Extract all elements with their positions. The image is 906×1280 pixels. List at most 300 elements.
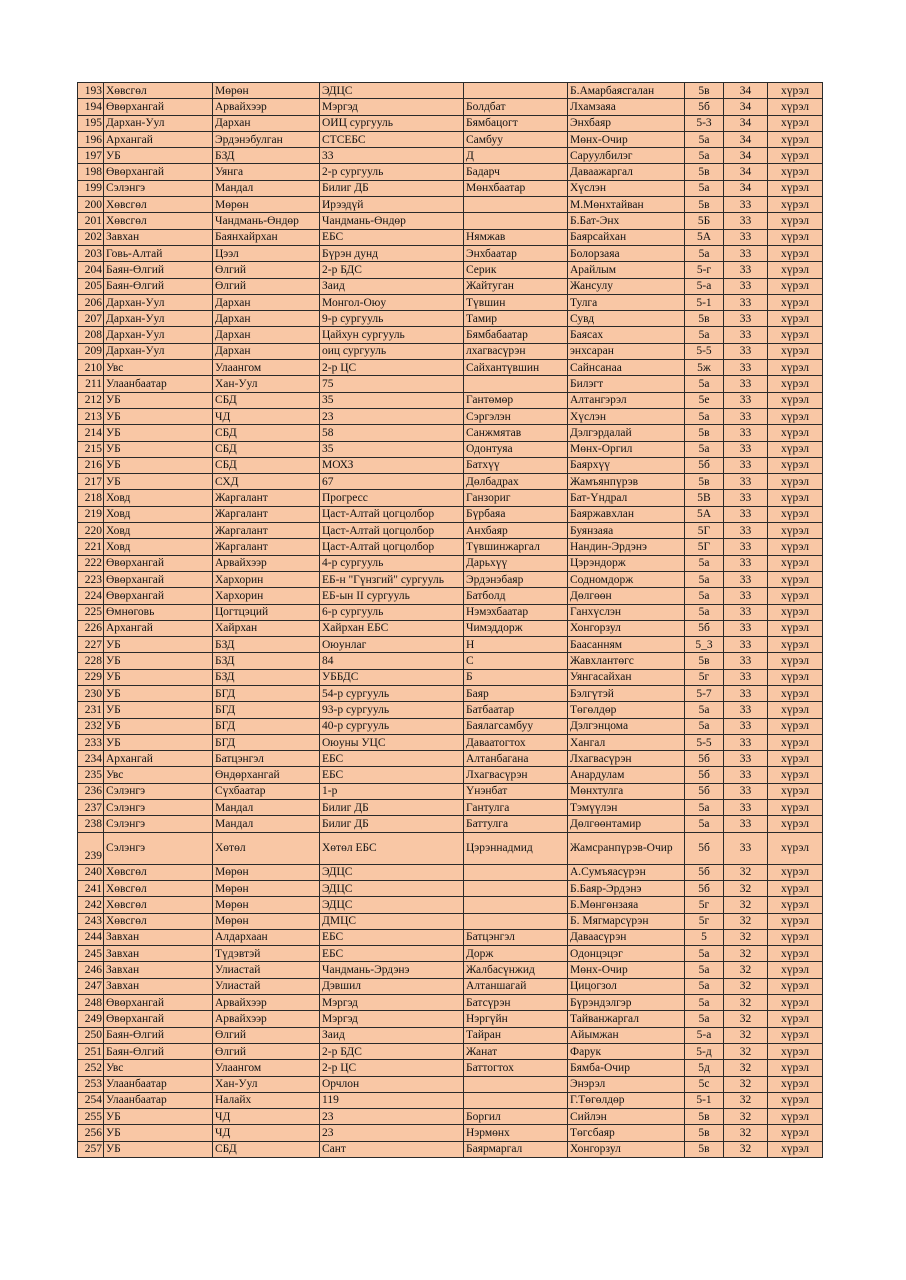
- teacher-cell: [464, 897, 568, 913]
- row-number-cell: 247: [78, 978, 104, 994]
- class-cell: 5в: [685, 1141, 724, 1157]
- class-cell: 5А: [685, 506, 724, 522]
- province-cell: Өвөрхангай: [104, 164, 213, 180]
- school-cell: 9-р сургууль: [320, 311, 464, 327]
- teacher-cell: [464, 1092, 568, 1108]
- teacher-cell: Жанат: [464, 1043, 568, 1059]
- school-cell: 58: [320, 425, 464, 441]
- district-cell: Хархорин: [213, 571, 320, 587]
- teacher-cell: [464, 197, 568, 213]
- school-cell: 35: [320, 392, 464, 408]
- district-cell: Дархан: [213, 115, 320, 131]
- table-row: [78, 506, 823, 522]
- district-cell: Алдархаан: [213, 929, 320, 945]
- table-row: [78, 832, 823, 864]
- teacher-cell: Тайран: [464, 1027, 568, 1043]
- medal-cell: хүрэл: [768, 1125, 823, 1141]
- school-cell: Хайрхан ЕБС: [320, 620, 464, 636]
- student-cell: Даваажаргал: [568, 164, 685, 180]
- school-cell: Цаст-Алтай цогцолбор: [320, 506, 464, 522]
- teacher-cell: Алтанбагана: [464, 751, 568, 767]
- teacher-cell: Ганзориг: [464, 490, 568, 506]
- student-cell: Хүслэн: [568, 408, 685, 424]
- district-cell: Мандал: [213, 180, 320, 196]
- row-number-cell: 204: [78, 262, 104, 278]
- table-row: [78, 637, 823, 653]
- class-cell: 5в: [685, 653, 724, 669]
- score-cell: 33: [724, 490, 768, 506]
- province-cell: Өвөрхангай: [104, 1011, 213, 1027]
- row-number-cell: 199: [78, 180, 104, 196]
- table-row: [78, 539, 823, 555]
- class-cell: 5а: [685, 376, 724, 392]
- table-row: [78, 962, 823, 978]
- score-cell: 33: [724, 360, 768, 376]
- province-cell: Өмнөговь: [104, 604, 213, 620]
- student-cell: Мөнх-Оргил: [568, 441, 685, 457]
- student-cell: Цицогзол: [568, 978, 685, 994]
- province-cell: Хөвсгөл: [104, 213, 213, 229]
- student-cell: Энэрэл: [568, 1076, 685, 1092]
- score-cell: 32: [724, 1043, 768, 1059]
- class-cell: 5б: [685, 99, 724, 115]
- table-row: [78, 278, 823, 294]
- district-cell: Мандал: [213, 800, 320, 816]
- district-cell: Өлгий: [213, 262, 320, 278]
- row-number-cell: 203: [78, 245, 104, 261]
- medal-cell: хүрэл: [768, 816, 823, 832]
- class-cell: 5-а: [685, 1027, 724, 1043]
- row-number-cell: 253: [78, 1076, 104, 1092]
- student-cell: Лхамзаяа: [568, 99, 685, 115]
- province-cell: Дархан-Уул: [104, 294, 213, 310]
- district-cell: СБД: [213, 1141, 320, 1157]
- school-cell: 75: [320, 376, 464, 392]
- district-cell: Хөтөл: [213, 832, 320, 864]
- medal-cell: хүрэл: [768, 653, 823, 669]
- district-cell: Арвайхээр: [213, 995, 320, 1011]
- medal-cell: хүрэл: [768, 1043, 823, 1059]
- table-row: [78, 718, 823, 734]
- class-cell: 5-5: [685, 343, 724, 359]
- class-cell: 5-5: [685, 734, 724, 750]
- teacher-cell: Батболд: [464, 588, 568, 604]
- score-cell: 33: [724, 392, 768, 408]
- row-number-cell: 221: [78, 539, 104, 555]
- district-cell: Сүхбаатар: [213, 783, 320, 799]
- province-cell: Сэлэнгэ: [104, 783, 213, 799]
- province-cell: Ховд: [104, 523, 213, 539]
- district-cell: Улиастай: [213, 962, 320, 978]
- province-cell: Дархан-Уул: [104, 115, 213, 131]
- table-row: [78, 1109, 823, 1125]
- province-cell: УБ: [104, 1141, 213, 1157]
- class-cell: 5Г: [685, 539, 724, 555]
- row-number-cell: 223: [78, 571, 104, 587]
- school-cell: 23: [320, 1125, 464, 1141]
- teacher-cell: Сайхантүвшин: [464, 360, 568, 376]
- medal-cell: хүрэл: [768, 718, 823, 734]
- table-row: [78, 115, 823, 131]
- class-cell: 5а: [685, 702, 724, 718]
- student-cell: Хонгорзул: [568, 1141, 685, 1157]
- province-cell: УБ: [104, 441, 213, 457]
- medal-cell: хүрэл: [768, 946, 823, 962]
- teacher-cell: Мөнхбаатар: [464, 180, 568, 196]
- score-cell: 33: [724, 555, 768, 571]
- student-cell: Г.Төгөлдөр: [568, 1092, 685, 1108]
- score-cell: 33: [724, 376, 768, 392]
- medal-cell: хүрэл: [768, 734, 823, 750]
- score-cell: 33: [724, 343, 768, 359]
- school-cell: Орчлон: [320, 1076, 464, 1092]
- school-cell: ЕБС: [320, 946, 464, 962]
- class-cell: 5в: [685, 164, 724, 180]
- province-cell: Завхан: [104, 929, 213, 945]
- province-cell: Говь-Алтай: [104, 245, 213, 261]
- class-cell: 5-7: [685, 685, 724, 701]
- medal-cell: хүрэл: [768, 864, 823, 880]
- district-cell: Эрдэнэбулган: [213, 131, 320, 147]
- student-cell: Бат-Үндрал: [568, 490, 685, 506]
- row-number-cell: 230: [78, 685, 104, 701]
- table-row: [78, 490, 823, 506]
- class-cell: 5в: [685, 1125, 724, 1141]
- student-cell: Баясах: [568, 327, 685, 343]
- school-cell: ЕБС: [320, 751, 464, 767]
- score-cell: 33: [724, 262, 768, 278]
- district-cell: Баянхайрхан: [213, 229, 320, 245]
- school-cell: Мэргэд: [320, 995, 464, 1011]
- province-cell: УБ: [104, 1125, 213, 1141]
- teacher-cell: Н: [464, 637, 568, 653]
- score-cell: 32: [724, 995, 768, 1011]
- row-number-cell: 255: [78, 1109, 104, 1125]
- row-number-cell: 218: [78, 490, 104, 506]
- table-row: [78, 376, 823, 392]
- district-cell: Мөрөн: [213, 83, 320, 99]
- class-cell: 5Б: [685, 213, 724, 229]
- class-cell: 5а: [685, 327, 724, 343]
- class-cell: 5в: [685, 1109, 724, 1125]
- medal-cell: хүрэл: [768, 669, 823, 685]
- student-cell: Хонгорзул: [568, 620, 685, 636]
- medal-cell: хүрэл: [768, 262, 823, 278]
- teacher-cell: Лхагвасүрэн: [464, 767, 568, 783]
- row-number-cell: 254: [78, 1092, 104, 1108]
- district-cell: Мөрөн: [213, 880, 320, 896]
- district-cell: Дархан: [213, 343, 320, 359]
- province-cell: Хөвсгөл: [104, 880, 213, 896]
- table-row: [78, 978, 823, 994]
- teacher-cell: Бадарч: [464, 164, 568, 180]
- province-cell: Ховд: [104, 506, 213, 522]
- medal-cell: хүрэл: [768, 99, 823, 115]
- teacher-cell: лхагвасүрэн: [464, 343, 568, 359]
- school-cell: Сант: [320, 1141, 464, 1157]
- province-cell: Архангай: [104, 620, 213, 636]
- province-cell: УБ: [104, 474, 213, 490]
- province-cell: Сэлэнгэ: [104, 816, 213, 832]
- district-cell: Жаргалант: [213, 523, 320, 539]
- row-number-cell: 239: [78, 832, 104, 864]
- school-cell: Цайхун сургууль: [320, 327, 464, 343]
- row-number-cell: 241: [78, 880, 104, 896]
- table-row: [78, 327, 823, 343]
- score-cell: 32: [724, 897, 768, 913]
- score-cell: 32: [724, 978, 768, 994]
- row-number-cell: 210: [78, 360, 104, 376]
- row-number-cell: 234: [78, 751, 104, 767]
- school-cell: ЭДЦС: [320, 864, 464, 880]
- table-row: [78, 148, 823, 164]
- teacher-cell: Бүрбаяа: [464, 506, 568, 522]
- province-cell: УБ: [104, 637, 213, 653]
- table-row: [78, 294, 823, 310]
- score-cell: 32: [724, 962, 768, 978]
- medal-cell: хүрэл: [768, 376, 823, 392]
- district-cell: Жаргалант: [213, 490, 320, 506]
- student-cell: Мөнх-Очир: [568, 962, 685, 978]
- table-row: [78, 946, 823, 962]
- teacher-cell: Санжмятав: [464, 425, 568, 441]
- province-cell: Архангай: [104, 751, 213, 767]
- school-cell: Бүрэн дунд: [320, 245, 464, 261]
- district-cell: Арвайхээр: [213, 99, 320, 115]
- school-cell: СТСЕБС: [320, 131, 464, 147]
- district-cell: Дархан: [213, 327, 320, 343]
- score-cell: 33: [724, 474, 768, 490]
- class-cell: 5-3: [685, 115, 724, 131]
- province-cell: Өвөрхангай: [104, 99, 213, 115]
- province-cell: Ховд: [104, 490, 213, 506]
- score-cell: 33: [724, 523, 768, 539]
- teacher-cell: Цэрэннадмид: [464, 832, 568, 864]
- class-cell: 5а: [685, 571, 724, 587]
- medal-cell: хүрэл: [768, 962, 823, 978]
- medal-cell: хүрэл: [768, 115, 823, 131]
- district-cell: Мөрөн: [213, 913, 320, 929]
- score-cell: 34: [724, 164, 768, 180]
- province-cell: УБ: [104, 425, 213, 441]
- score-cell: 33: [724, 620, 768, 636]
- medal-cell: хүрэл: [768, 294, 823, 310]
- school-cell: оиц сургууль: [320, 343, 464, 359]
- row-number-cell: 250: [78, 1027, 104, 1043]
- table-row: [78, 408, 823, 424]
- teacher-cell: Болдбат: [464, 99, 568, 115]
- medal-cell: хүрэл: [768, 474, 823, 490]
- medal-cell: хүрэл: [768, 180, 823, 196]
- row-number-cell: 206: [78, 294, 104, 310]
- teacher-cell: Чимэддорж: [464, 620, 568, 636]
- score-cell: 32: [724, 1076, 768, 1092]
- table-row: [78, 213, 823, 229]
- score-cell: 32: [724, 1109, 768, 1125]
- table-row: [78, 555, 823, 571]
- medal-cell: хүрэл: [768, 1011, 823, 1027]
- school-cell: Мэргэд: [320, 99, 464, 115]
- district-cell: ЧД: [213, 1109, 320, 1125]
- district-cell: Улаангом: [213, 360, 320, 376]
- teacher-cell: Эрдэнэбаяр: [464, 571, 568, 587]
- row-number-cell: 257: [78, 1141, 104, 1157]
- student-cell: Б.Мөнгөнзаяа: [568, 897, 685, 913]
- class-cell: 5г: [685, 897, 724, 913]
- row-number-cell: 195: [78, 115, 104, 131]
- row-number-cell: 237: [78, 800, 104, 816]
- table-row: [78, 816, 823, 832]
- score-cell: 32: [724, 929, 768, 945]
- student-cell: Сайнсанаа: [568, 360, 685, 376]
- province-cell: Завхан: [104, 946, 213, 962]
- medal-cell: хүрэл: [768, 327, 823, 343]
- row-number-cell: 227: [78, 637, 104, 653]
- class-cell: 5в: [685, 311, 724, 327]
- table-row: [78, 1092, 823, 1108]
- medal-cell: хүрэл: [768, 245, 823, 261]
- medal-cell: хүрэл: [768, 343, 823, 359]
- medal-cell: хүрэл: [768, 523, 823, 539]
- school-cell: 6-р сургууль: [320, 604, 464, 620]
- district-cell: СХД: [213, 474, 320, 490]
- student-cell: Баяржавхлан: [568, 506, 685, 522]
- table-row: [78, 197, 823, 213]
- row-number-cell: 231: [78, 702, 104, 718]
- score-cell: 33: [724, 588, 768, 604]
- row-number-cell: 197: [78, 148, 104, 164]
- medal-cell: хүрэл: [768, 164, 823, 180]
- school-cell: ЕБС: [320, 767, 464, 783]
- school-cell: Цаст-Алтай цогцолбор: [320, 539, 464, 555]
- medal-cell: хүрэл: [768, 637, 823, 653]
- table-row: [78, 360, 823, 376]
- teacher-cell: Баярмаргал: [464, 1141, 568, 1157]
- score-cell: 33: [724, 245, 768, 261]
- student-cell: Энхбаяр: [568, 115, 685, 131]
- medal-cell: хүрэл: [768, 278, 823, 294]
- table-row: [78, 929, 823, 945]
- class-cell: 5в: [685, 425, 724, 441]
- student-cell: Хангал: [568, 734, 685, 750]
- score-cell: 34: [724, 180, 768, 196]
- medal-cell: хүрэл: [768, 490, 823, 506]
- district-cell: Цогтцэций: [213, 604, 320, 620]
- province-cell: Улаанбаатар: [104, 1076, 213, 1092]
- student-cell: Лхагвасүрэн: [568, 751, 685, 767]
- school-cell: ДМЦС: [320, 913, 464, 929]
- student-cell: Уянгасайхан: [568, 669, 685, 685]
- row-number-cell: 211: [78, 376, 104, 392]
- student-cell: Дөлгөөн: [568, 588, 685, 604]
- district-cell: СБД: [213, 425, 320, 441]
- class-cell: 5б: [685, 767, 724, 783]
- class-cell: 5б: [685, 751, 724, 767]
- school-cell: Мэргэд: [320, 1011, 464, 1027]
- table-row: [78, 474, 823, 490]
- school-cell: ЭДЦС: [320, 897, 464, 913]
- row-number-cell: 193: [78, 83, 104, 99]
- row-number-cell: 205: [78, 278, 104, 294]
- score-cell: 33: [724, 278, 768, 294]
- student-cell: Ганхүслэн: [568, 604, 685, 620]
- teacher-cell: Түвшинжаргал: [464, 539, 568, 555]
- class-cell: 5а: [685, 978, 724, 994]
- district-cell: СБД: [213, 441, 320, 457]
- student-cell: Нандин-Эрдэнэ: [568, 539, 685, 555]
- province-cell: УБ: [104, 408, 213, 424]
- province-cell: УБ: [104, 457, 213, 473]
- teacher-cell: Энхбаатар: [464, 245, 568, 261]
- medal-cell: хүрэл: [768, 1076, 823, 1092]
- province-cell: Увс: [104, 767, 213, 783]
- class-cell: 5в: [685, 83, 724, 99]
- score-cell: 33: [724, 685, 768, 701]
- score-cell: 33: [724, 832, 768, 864]
- score-cell: 33: [724, 229, 768, 245]
- table-row: [78, 180, 823, 196]
- student-cell: Жавхлантөгс: [568, 653, 685, 669]
- score-cell: 33: [724, 539, 768, 555]
- province-cell: Дархан-Уул: [104, 343, 213, 359]
- medal-cell: хүрэл: [768, 995, 823, 1011]
- province-cell: Сэлэнгэ: [104, 832, 213, 864]
- teacher-cell: Жайтуган: [464, 278, 568, 294]
- score-cell: 32: [724, 1092, 768, 1108]
- student-cell: Арайлым: [568, 262, 685, 278]
- table-row: [78, 131, 823, 147]
- class-cell: 5А: [685, 229, 724, 245]
- score-cell: 33: [724, 408, 768, 424]
- teacher-cell: [464, 864, 568, 880]
- table-row: [78, 1027, 823, 1043]
- class-cell: 5-г: [685, 262, 724, 278]
- school-cell: ЭДЦС: [320, 880, 464, 896]
- teacher-cell: Нэмэхбаатар: [464, 604, 568, 620]
- class-cell: 5-1: [685, 294, 724, 310]
- class-cell: 5с: [685, 1076, 724, 1092]
- school-cell: Билиг ДБ: [320, 800, 464, 816]
- score-cell: 33: [724, 637, 768, 653]
- teacher-cell: Дорж: [464, 946, 568, 962]
- district-cell: Налайх: [213, 1092, 320, 1108]
- school-cell: 67: [320, 474, 464, 490]
- score-cell: 32: [724, 1060, 768, 1076]
- row-number-cell: 213: [78, 408, 104, 424]
- table-row: [78, 523, 823, 539]
- row-number-cell: 248: [78, 995, 104, 1011]
- medal-cell: хүрэл: [768, 913, 823, 929]
- school-cell: 2-р сургууль: [320, 164, 464, 180]
- class-cell: 5в: [685, 474, 724, 490]
- school-cell: 119: [320, 1092, 464, 1108]
- table-row: [78, 751, 823, 767]
- class-cell: 5а: [685, 1011, 724, 1027]
- district-cell: Арвайхээр: [213, 1011, 320, 1027]
- row-number-cell: 207: [78, 311, 104, 327]
- medal-cell: хүрэл: [768, 425, 823, 441]
- class-cell: 5а: [685, 180, 724, 196]
- teacher-cell: Баялагсамбуу: [464, 718, 568, 734]
- table-row: [78, 457, 823, 473]
- student-cell: Билэгт: [568, 376, 685, 392]
- school-cell: Заид: [320, 1027, 464, 1043]
- district-cell: СБД: [213, 392, 320, 408]
- medal-cell: хүрэл: [768, 457, 823, 473]
- school-cell: Хөтөл ЕБС: [320, 832, 464, 864]
- teacher-cell: Тамир: [464, 311, 568, 327]
- student-cell: Баярхүү: [568, 457, 685, 473]
